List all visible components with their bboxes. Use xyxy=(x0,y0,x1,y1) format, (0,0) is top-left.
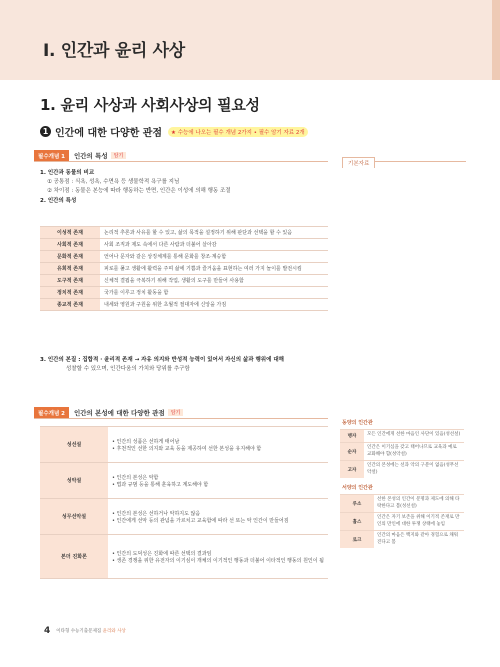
concept-name: 인간의 특성 xyxy=(74,152,108,160)
list-item: 로크 인간의 마음은 백지와 같아 경험으로 채워진다고 봄 xyxy=(340,530,464,548)
west-heading: 서양의 인간관 xyxy=(342,485,373,492)
traits-heading: 2. 인간의 특성 xyxy=(40,198,77,205)
subsection-title: 인간에 대한 다양한 관점 xyxy=(55,128,163,139)
table-row: 도구적 존재 신체적 결핍을 극복하기 위해 작업, 생활의 도구를 만들어 사용함 xyxy=(40,275,328,287)
memorize-badge: 암기 xyxy=(111,152,127,159)
sidebar-box xyxy=(340,417,464,548)
nature-table xyxy=(40,426,328,579)
concept-bar-2 xyxy=(34,407,328,419)
list-item: 순자 인간은 이기심을 갖고 태어나므로 교육과 예로 교화해야 함(성악설) xyxy=(340,442,464,460)
highlight-tag: ★ 수능에 나오는 필수 개념 2가지 • 필수 암기 자료 2개 xyxy=(168,127,308,137)
table-row: 성악설 • 인간의 본성은 악함 • 법과 규범 등을 통해 훈육하고 계도해야 함 xyxy=(40,463,328,499)
concept-tag: 필수개념 2 xyxy=(34,407,69,418)
sidebar-label-text: 기본자료 xyxy=(342,157,375,168)
list-item: 홉스 인간은 자기 보존을 위해 이기적 존재로 만인의 만인에 대한 투쟁 상태에 놓임 xyxy=(340,512,464,530)
memorize-badge: 암기 xyxy=(168,409,184,416)
traits-table xyxy=(40,226,328,311)
concept-bar-1 xyxy=(34,150,328,162)
list-item: 고자 인간의 본성에는 선과 악의 구분이 없음(성무선악설) xyxy=(340,460,464,478)
list-item: 맹자 모든 인간에게 선한 마음인 사단이 있음(성선설) xyxy=(340,429,464,442)
essence-line-2: 성찰할 수 있으며, 인간다움의 가치와 당위를 추구함 xyxy=(66,365,190,372)
subsection-heading xyxy=(40,124,308,139)
table-row: 유희적 존재 피로를 풀고 생활에 활력을 주며 삶에 기쁨과 즐거움을 표현하는 여러 가지 놀이를 발전시킴 xyxy=(40,263,328,275)
table-row: 정치적 존재 국가를 이루고 정치 활동을 함 xyxy=(40,287,328,299)
table-row: 이성적 존재 논리적 추론과 사유를 할 수 있고, 삶의 목적을 설정하기 위해 판단과 선택을 할 수 있음 xyxy=(40,227,328,239)
chapter-band-stripe xyxy=(492,0,500,80)
sidebar-label xyxy=(342,150,466,167)
east-heading: 동양의 인간관 xyxy=(342,420,373,426)
footer-text: 이타형 수능기출문제집 윤리와 사상 xyxy=(56,629,126,634)
essence-block xyxy=(40,356,332,374)
list-item: 루소 선한 본성의 인간이 문명과 제도에 의해 타락한다고 봄(성선설) xyxy=(340,494,464,512)
page-number: 4 xyxy=(44,626,51,636)
essence-line-1: 3. 인간의 본질 : 집합적 · 윤리적 존재 → 자유 의지와 반성적 능력이 있어서 자신의 삶과 행위에 대해 xyxy=(40,357,284,363)
difference-point: ② 차이점 : 동물은 본능에 따라 행동하는 반면, 인간은 이성에 의해 행동 조절 xyxy=(47,187,231,194)
table-row: 문화적 존재 언어나 문자와 같은 상징체계를 통해 문화를 창조·계승함 xyxy=(40,251,328,263)
concept-tag: 필수개념 1 xyxy=(34,150,69,161)
table-row: 성무선악설 • 인간의 본성은 선하거나 악하지도 않음 • 인간에게 선악 등의 관념을 가르치고 교육함에 따라 선 또는 악 인간이 만들어짐 xyxy=(40,499,328,535)
table-row: 종교적 존재 내세와 영원과 구원을 위한 초월적 절대자에 신앙을 가짐 xyxy=(40,299,328,311)
common-point: ① 공통점 : 식욕, 성욕, 수면욕 등 생물학적 욕구를 지님 xyxy=(47,178,180,185)
table-row: 성선설 • 인간의 성품은 선하게 태어남 • 후천적인 선한 의지와 교육 등을 제공하여 선한 본성을 유지해야 함 xyxy=(40,427,328,463)
chapter-title: Ⅰ. 인간과 윤리 사상 xyxy=(43,41,185,61)
table-row: 본더 진화론 • 인간의 도덕성은 진화에 따른 선택의 결과임 • 생존 경쟁을 위한 유전자의 이기심이 개체의 이기적인 행동과 더불어 이타적인 행동의 원인이 됨 xyxy=(40,535,328,579)
number-badge: 1 xyxy=(40,126,51,137)
section-title: 1. 윤리 사상과 사회사상의 필요성 xyxy=(40,96,260,114)
table-row: 사회적 존재 사회 조직과 제도 속에서 다른 사람과 더불어 살아감 xyxy=(40,239,328,251)
page-footer xyxy=(44,626,126,636)
concept-name: 인간의 본성에 대한 다양한 관점 xyxy=(74,409,165,417)
comparison-heading: 1. 인간과 동물의 비교 xyxy=(40,170,95,176)
comparison-block xyxy=(40,169,231,206)
